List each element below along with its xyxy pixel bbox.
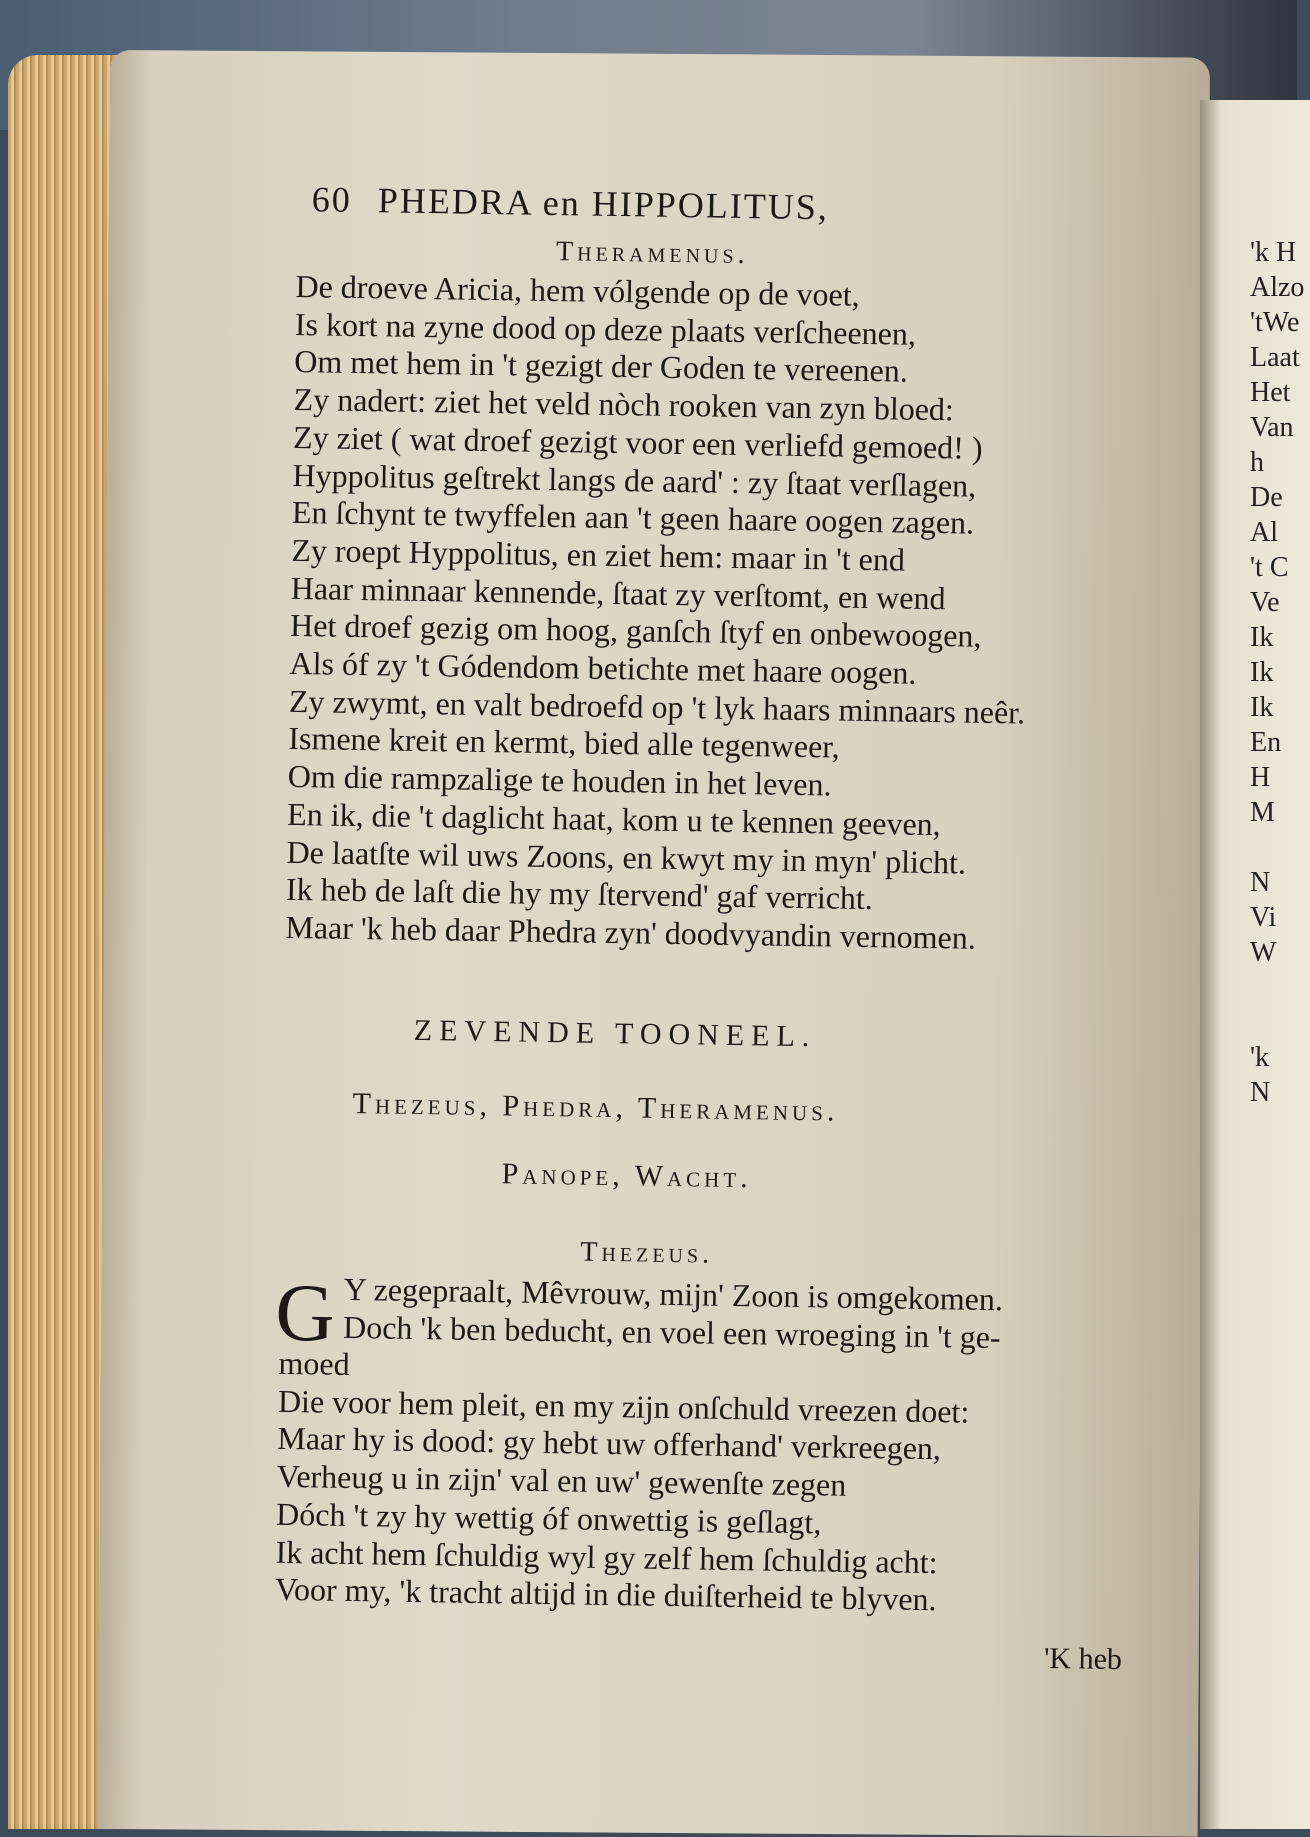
facing-page-line: En bbox=[1250, 727, 1282, 758]
speaker-thezeus: Thezeus. bbox=[580, 1236, 714, 1270]
verse-line: Ik heb de laſt die hy my ſtervend' gaf verricht. bbox=[285, 871, 874, 917]
verse-line: Verheug u in zijn' val en uw' gewenſte zegen bbox=[276, 1457, 847, 1503]
facing-page-line: W bbox=[1250, 937, 1277, 968]
verse-line: Om die rampzalige te houden in het leven. bbox=[287, 758, 832, 803]
running-header bbox=[312, 178, 830, 228]
facing-page-line: Alzo bbox=[1250, 272, 1305, 303]
facing-page-line: Laat bbox=[1250, 342, 1300, 373]
facing-page-line: Ik bbox=[1250, 657, 1274, 688]
facing-page-line: Het bbox=[1250, 377, 1291, 408]
facing-page-line: 'k bbox=[1250, 1042, 1270, 1073]
verse-line: Maar 'k heb daar Phedra zyn' doodvyandin vernomen. bbox=[285, 908, 977, 956]
facing-page-line: Vi bbox=[1250, 902, 1277, 933]
scene-title: ZEVENDE TOONEEL. bbox=[413, 1013, 817, 1054]
verse-line: Om met hem in 't gezigt der Goden te vereenen. bbox=[294, 343, 909, 389]
verse-line: Voor my, 'k tracht altijd in die duiſterheid te blyven. bbox=[274, 1571, 937, 1618]
facing-page-line: De bbox=[1250, 482, 1283, 513]
facing-page-line: 'k H bbox=[1250, 237, 1297, 268]
facing-page-line bbox=[1250, 970, 1304, 1005]
verse-line: De laatſte wil uws Zoons, en kwyt my in myn' plicht. bbox=[286, 833, 967, 881]
cast-line-2: Panope, Wacht. bbox=[501, 1157, 752, 1195]
verse-line: Y zegepraalt, Mêvrouw, mijn' Zoon is omgekomen. bbox=[343, 1270, 1004, 1318]
drop-cap: G bbox=[274, 1266, 336, 1359]
facing-page-line: Ik bbox=[1250, 622, 1274, 653]
page-number: 60 bbox=[311, 179, 353, 220]
facing-page-line: Al bbox=[1250, 517, 1278, 548]
verse-line: En ik, die 't daglicht haat, kom u te kennen geeven, bbox=[286, 795, 941, 843]
verse-line: Zy ziet ( wat droef gezigt voor een verliefd gemoed! ) bbox=[292, 418, 983, 466]
verse-line: Hyppolitus geſtrekt langs de aard' : zy ſtaat verſlagen, bbox=[292, 456, 977, 504]
verse-line: moed bbox=[278, 1344, 350, 1382]
verse-line: Is kort na zyne dood op deze plaats verſcheenen, bbox=[294, 305, 917, 352]
verse-block-1 bbox=[285, 268, 1032, 958]
verse-line: De droeve Aricia, hem vólgende op de voet, bbox=[295, 267, 860, 313]
catchword: 'K heb bbox=[1043, 1641, 1123, 1677]
verse-line: Het droef gezig om hoog, ganſch ſtyf en onbewoogen, bbox=[289, 607, 982, 655]
facing-page-line: N bbox=[1250, 1077, 1271, 1108]
facing-page-line: Ik bbox=[1250, 692, 1274, 723]
facing-page-line: M bbox=[1250, 797, 1275, 828]
verse-line: Zy nadert: ziet het veld nòch rooken van zyn bloed: bbox=[293, 381, 955, 428]
facing-page-line: H bbox=[1250, 762, 1271, 793]
cast-line-1: Thezeus, Phedra, Theramenus. bbox=[352, 1086, 839, 1128]
facing-page-line: Ve bbox=[1250, 587, 1280, 618]
facing-page-line: Van bbox=[1250, 412, 1294, 443]
verse-line: Dóch 't zy hy wettig óf onwettig is geſlagt, bbox=[275, 1495, 822, 1541]
verse-line: Zy roept Hyppolitus, en ziet hem: maar in 't end bbox=[291, 531, 906, 578]
facing-page-line bbox=[1250, 830, 1304, 865]
facing-page-text bbox=[1250, 235, 1304, 1110]
speaker-theramenus: Theramenus. bbox=[555, 236, 749, 271]
facing-page-line: N bbox=[1250, 867, 1271, 898]
verse-line: Ik acht hem ſchuldig wyl gy zelf hem ſchuldig acht: bbox=[275, 1533, 938, 1580]
verse-line: Die voor hem pleit, en my zijn onſchuld vreezen doet: bbox=[277, 1382, 970, 1430]
verse-line: Als óf zy 't Gódendom betichte met haare oogen. bbox=[289, 644, 917, 691]
verse-block-2-dropcap bbox=[343, 1271, 1003, 1357]
verse-line: Doch 'k ben beducht, en voel een wroeging in 't ge- bbox=[342, 1308, 1001, 1355]
facing-page-line: h bbox=[1250, 447, 1264, 478]
verse-line: Zy zwymt, en valt bedroefd op 't lyk haars minnaars neêr. bbox=[288, 682, 1026, 731]
verse-line: Haar minnaar kennende, ſtaat zy verſtomt, en wend bbox=[290, 569, 946, 616]
verse-block-2 bbox=[275, 1345, 970, 1620]
verse-line: Ismene kreit en kermt, bied alle tegenweer, bbox=[288, 720, 840, 766]
verse-line: Maar hy is dood: gy hebt uw offerhand' verkreegen, bbox=[277, 1420, 942, 1467]
verse-line: En ſchynt te twyffelen aan 't geen haare oogen zagen. bbox=[291, 494, 975, 541]
facing-page-line bbox=[1250, 1005, 1304, 1040]
facing-page-line: 't C bbox=[1250, 552, 1289, 583]
header-title: PHEDRA en HIPPOLITUS, bbox=[377, 180, 830, 228]
facing-page-line: 'tWe bbox=[1250, 307, 1300, 338]
